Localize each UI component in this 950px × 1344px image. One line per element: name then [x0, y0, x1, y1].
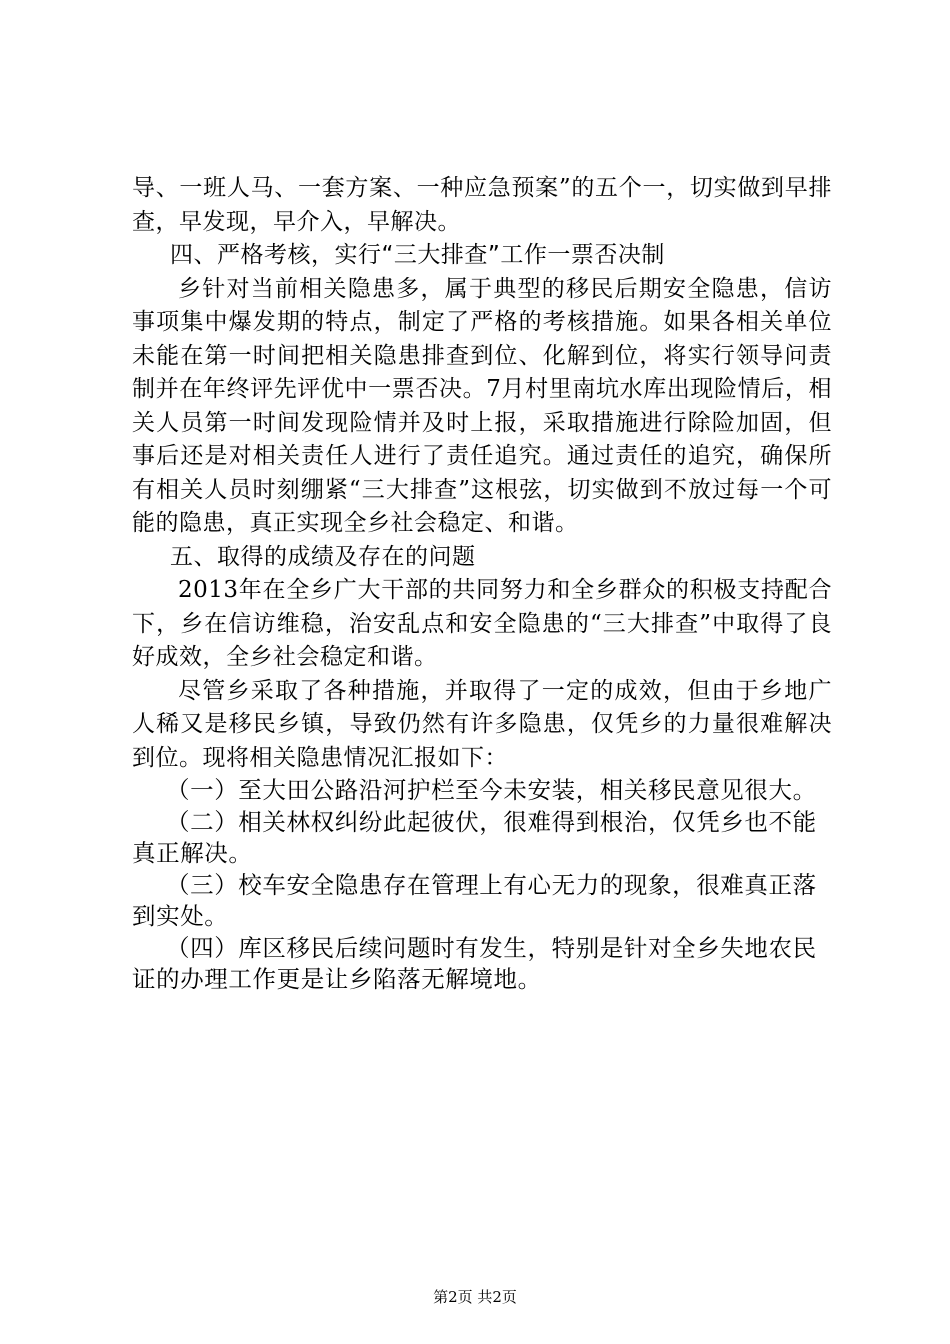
- document-body: [132, 172, 832, 995]
- section-heading-4: 四、严格考核，实行“三大排查”工作一票否决制: [170, 242, 665, 268]
- body-paragraph-continued: 导、一班人马、一套方案、一种应急预案”的五个一，切实做到早排查，早发现，早介入，早解决。: [132, 175, 832, 235]
- body-paragraph-achievements: 2013年在全乡广大干部的共同努力和全乡群众的积极支持配合下，乡在信访维稳，治安乱点和安全隐患的“三大排查”中取得了良好成效，全乡社会稳定和谐。: [132, 577, 832, 670]
- page-footer: 第2页 共2页: [433, 1288, 517, 1306]
- problem-item-4: （四）库区移民后续问题时有发生，特别是针对全乡失地农民证的办理工作更是让乡陷落无解境地。: [132, 934, 817, 993]
- section-heading-5: 五、取得的成绩及存在的问题: [170, 543, 476, 570]
- problem-item-2: （二）相关林权纠纷此起彼伏，很难得到根治，仅凭乡也不能真正解决。: [132, 808, 817, 867]
- body-paragraph-assessment: 乡针对当前相关隐患多，属于典型的移民后期安全隐患，信访事项集中爆发期的特点，制定了严格的考核措施。如果各相关单位未能在第一时间把相关隐患排查到位、化解到位，将实行领导问责制并在年终评先评优中一票否决。7月村里南坑水库出现险情后，相关人员第一时间发现险情并及时上报，采取措施进行除险加固，但事后还是对相关责任人进行了责任追究。通过责任的追究，确保所有相关人员时刻绷紧“三大排查”这根弦，切实做到不放过每一个可能的隐患，真正实现全乡社会稳定、和谐。: [132, 275, 832, 536]
- problem-item-1: （一）至大田公路沿河护栏至今未安装，相关移民意见很大。: [166, 776, 817, 804]
- problem-item-3: （三）校车安全隐患存在管理上有心无力的现象，很难真正落到实处。: [132, 871, 817, 930]
- body-paragraph-problems: 尽管乡采取了各种措施，并取得了一定的成效，但由于乡地广人稀又是移民乡镇，导致仍然有许多隐患，仅凭乡的力量很难解决到位。现将相关隐患情况汇报如下：: [132, 677, 832, 771]
